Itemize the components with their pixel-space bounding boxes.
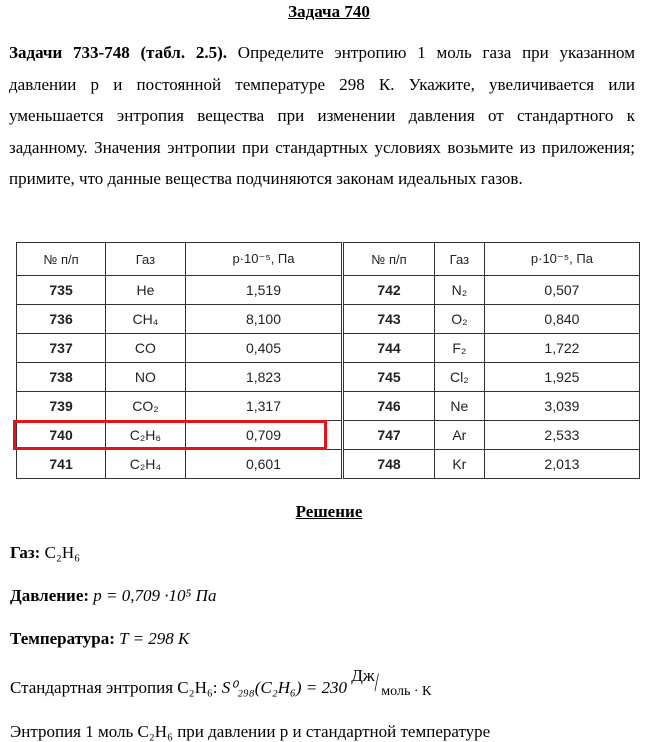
- table-cell: 1,317: [185, 392, 343, 421]
- unit-denominator: моль · К: [381, 684, 432, 699]
- temperature-line: [10, 629, 189, 649]
- table-row: [17, 276, 640, 305]
- table-cell: 741: [17, 450, 106, 479]
- table-cell: O₂: [434, 305, 484, 334]
- table-cell: Kr: [434, 450, 484, 479]
- pressure-label: Давление:: [10, 586, 90, 605]
- table-cell: 0,840: [484, 305, 639, 334]
- table-cell: 745: [343, 363, 435, 392]
- col-header: № п/п: [343, 243, 435, 276]
- table-cell: CO: [106, 334, 186, 363]
- table-cell: 736: [17, 305, 106, 334]
- table-cell: Ne: [434, 392, 484, 421]
- table-row: [17, 305, 640, 334]
- table-header-row: [17, 243, 640, 276]
- table-cell: 1,519: [185, 276, 343, 305]
- problem-lead: Задачи 733-748 (табл. 2.5).: [9, 43, 228, 62]
- table-cell: 735: [17, 276, 106, 305]
- temperature-label: Температура:: [10, 629, 115, 648]
- page-title: Задача 740: [288, 2, 370, 21]
- solution-title: Решение: [295, 502, 363, 521]
- table-cell: 0,405: [185, 334, 343, 363]
- table-cell: 2,013: [484, 450, 639, 479]
- table-cell: 746: [343, 392, 435, 421]
- col-header: Газ: [106, 243, 186, 276]
- table-cell: 8,100: [185, 305, 343, 334]
- table-cell: C₂H₆: [106, 421, 186, 450]
- table-cell: CH₄: [106, 305, 186, 334]
- table-cell: 0,507: [484, 276, 639, 305]
- table-cell: 1,823: [185, 363, 343, 392]
- temperature-value: T = 298 K: [119, 629, 190, 648]
- cut-off-line: Энтропия 1 моль C₂H₆ при давлении p и стандартной температуре: [10, 722, 491, 741]
- highlight-box: [13, 420, 327, 450]
- table-row: [17, 450, 640, 479]
- table-cell: Ar: [434, 421, 484, 450]
- table-cell: 1,925: [484, 363, 639, 392]
- table-cell: 738: [17, 363, 106, 392]
- entropy-formula: S⁰₂₉₈(C₂H₆) = 230: [221, 677, 348, 697]
- table-cell: N₂: [434, 276, 484, 305]
- table-cell: 0,601: [185, 450, 343, 479]
- table-cell: CO₂: [106, 392, 186, 421]
- table-cell: Cl₂: [434, 363, 484, 392]
- problem-statement: [9, 37, 635, 195]
- table-cell: 1,722: [484, 334, 639, 363]
- col-header: p·10⁻⁵, Па: [185, 243, 343, 276]
- gas-line: [10, 543, 80, 563]
- table-cell: He: [106, 276, 186, 305]
- col-header: p·10⁻⁵, Па: [484, 243, 639, 276]
- table-cell: 0,709: [185, 421, 343, 450]
- table-cell: 748: [343, 450, 435, 479]
- table-cell: 744: [343, 334, 435, 363]
- table-cell: NO: [106, 363, 186, 392]
- fraction-slash: /: [374, 668, 380, 697]
- col-header: № п/п: [17, 243, 106, 276]
- table-cell: C₂H₄: [106, 450, 186, 479]
- table-cell: 747: [343, 421, 435, 450]
- table-cell: 739: [17, 392, 106, 421]
- table-row: [17, 334, 640, 363]
- table-cell: 3,039: [484, 392, 639, 421]
- entropy-line: [10, 666, 432, 702]
- table-cell: 742: [343, 276, 435, 305]
- table-cell: 737: [17, 334, 106, 363]
- entropy-label: Стандартная энтропия C₂H₆:: [10, 677, 218, 697]
- col-header: Газ: [434, 243, 484, 276]
- gas-value: C₂H₆: [44, 543, 81, 562]
- table-row: [17, 363, 640, 392]
- table-cell: 740: [17, 421, 106, 450]
- problem-text: Определите энтропию 1 моль газа при указанном давлении p и постоянной температуре 298 К. Укажите, увеличивается или уменьшается энтропия вещества при изменении давления от стандартного к заданному. Значения энтропии при стандартных условиях возьмите из приложения; примите, что данные вещества подчиняются законам идеальных газов.: [9, 43, 635, 188]
- pressure-value: p = 0,709 ·10⁵ Па: [93, 586, 217, 605]
- table-row: [17, 392, 640, 421]
- table-cell: 2,533: [484, 421, 639, 450]
- unit-numerator: Дж: [351, 666, 375, 685]
- pressure-line: [10, 586, 216, 606]
- table-cell: 743: [343, 305, 435, 334]
- unit-fraction: [351, 666, 432, 702]
- gas-label: Газ:: [10, 543, 41, 562]
- table-cell: F₂: [434, 334, 484, 363]
